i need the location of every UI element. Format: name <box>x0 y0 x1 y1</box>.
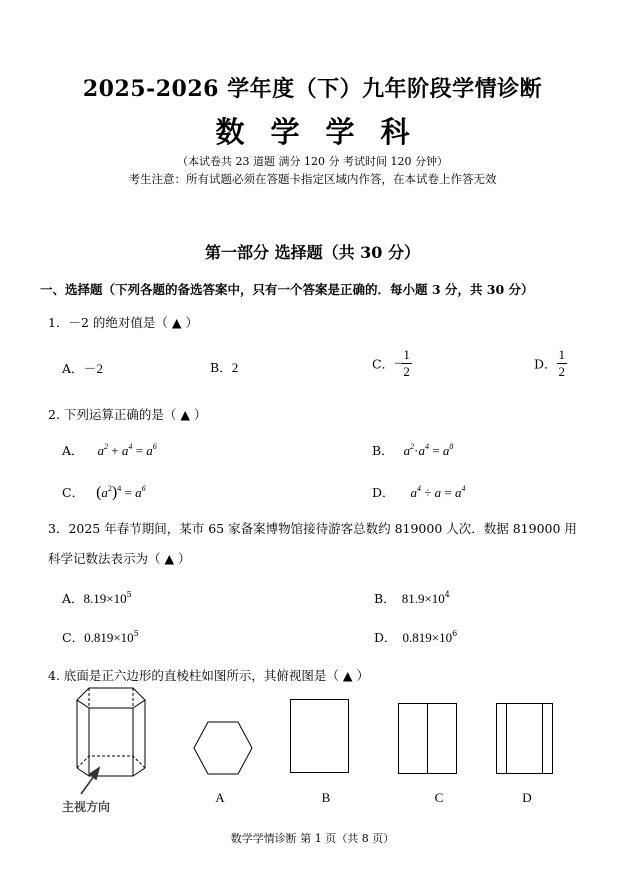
choice-d-label: D <box>522 790 532 805</box>
fraction-numerator: 1 <box>403 347 410 362</box>
option-value: 2 <box>231 360 239 375</box>
prism-hidden-bottom <box>77 756 145 768</box>
part-title: 第一部分 选择题（共 30 分） <box>205 243 420 262</box>
term: a <box>410 485 418 500</box>
option-label: A． <box>62 361 84 376</box>
option-label: D． <box>372 485 395 500</box>
page-footer: 数学学情诊断 第 1 页（共 8 页） <box>230 832 395 845</box>
exponent: 2 <box>107 484 112 493</box>
fraction-denominator: 2 <box>558 364 566 379</box>
q2-option-a <box>62 441 157 459</box>
option-value: －2 <box>83 361 104 376</box>
fraction <box>401 347 412 380</box>
rectangle-shape <box>291 700 349 773</box>
choice-b-label: B <box>321 790 331 805</box>
fraction <box>557 347 568 380</box>
option-label: D． <box>534 356 557 372</box>
choice-d-three-panel-rectangle <box>496 703 556 775</box>
exponent: 5 <box>133 629 139 638</box>
q2-option-d <box>372 483 466 501</box>
exponent: 6 <box>152 442 157 451</box>
choice-c-label: C <box>434 790 444 805</box>
choice-a-hexagon <box>193 721 253 775</box>
question-4-stem: 4. 底面是正六边形的直棱柱如图所示，其俯视图是（ ▲ ） <box>48 668 369 683</box>
option-label: C． <box>62 630 85 645</box>
hexagonal-prism-figure <box>75 686 165 796</box>
outer-exponent: 4 <box>117 484 122 493</box>
term: a <box>442 443 450 458</box>
equals: = <box>429 443 443 458</box>
q1-option-d <box>534 347 567 380</box>
mantissa: 81.9×10 <box>401 591 445 606</box>
exponent: 8 <box>449 442 454 451</box>
q3-option-d <box>374 628 457 646</box>
option-sign: − <box>394 355 402 371</box>
close-paren: ) <box>111 484 118 501</box>
choice-a-label: A <box>215 790 225 805</box>
exam-info: （本试卷共 23 道题 满分 120 分 考试时间 120 分钟） <box>177 155 448 168</box>
term: a <box>97 443 105 458</box>
q1-option-c <box>372 347 412 380</box>
operator: ÷ <box>421 485 435 500</box>
question-1-stem: 1．－2 的绝对值是（ ▲ ） <box>48 315 198 330</box>
exponent: 6 <box>141 484 146 493</box>
exponent: 6 <box>452 629 458 638</box>
term: a <box>455 485 462 500</box>
option-label: A． <box>62 443 84 458</box>
question-3-stem-line2: 科学记数法表示为（ ▲ ） <box>48 551 191 566</box>
question-3-stem-line1: 3．2025 年春节期间，某市 65 家备案博物馆接待游客总数约 819000 人次．数据 819000 用 <box>48 521 577 536</box>
q3-option-c <box>62 628 139 646</box>
q3-option-b <box>374 589 450 607</box>
option-label: C． <box>372 356 395 372</box>
option-label: C． <box>62 485 85 500</box>
term: a <box>146 443 153 458</box>
section-heading: 一、选择题（下列各题的备选答案中，只有一个答案是正确的．每小题 3 分，共 30 分） <box>40 282 534 297</box>
q2-option-b <box>372 441 453 459</box>
open-paren: ( <box>96 484 102 501</box>
exponent: 4 <box>417 484 422 493</box>
option-label: B． <box>210 360 232 375</box>
q1-option-b <box>210 358 238 376</box>
question-2-stem: 2. 下列运算正确的是（ ▲ ） <box>48 407 207 422</box>
option-label: B． <box>372 443 394 458</box>
choice-b-rectangle <box>290 699 350 774</box>
term: a <box>135 485 142 500</box>
choice-c-split-rectangle <box>398 703 458 775</box>
exam-notice: 考生注意：所有试题必须在答题卡指定区域内作答，在本试卷上作答无效 <box>128 172 497 186</box>
mantissa: 8.19×10 <box>83 591 127 606</box>
exam-title: 2025-2026 学年度（下）九年阶段学情诊断 <box>82 76 543 102</box>
fraction-denominator: 2 <box>403 364 410 379</box>
equals: = <box>121 485 136 500</box>
term: a <box>434 485 442 500</box>
mantissa: 0.819×10 <box>84 630 134 645</box>
exponent: 5 <box>126 590 132 599</box>
exponent: 4 <box>461 484 466 493</box>
exponent: 2 <box>410 442 415 451</box>
term: a <box>101 485 108 500</box>
subject-title: 数学学科 <box>215 115 436 149</box>
view-arrow-head <box>90 768 99 779</box>
option-label: D． <box>374 630 397 645</box>
rectangle-shape <box>497 704 553 774</box>
mantissa: 0.819×10 <box>402 630 453 645</box>
term: a <box>418 443 426 458</box>
exponent: 4 <box>444 590 450 599</box>
prism-bottom-edge <box>77 768 145 776</box>
term: a <box>121 443 129 458</box>
hexagon-shape <box>194 722 252 774</box>
fraction-numerator: 1 <box>558 347 566 362</box>
prism-top-face <box>77 688 145 708</box>
q1-option-a <box>62 358 103 377</box>
q2-option-c <box>62 483 146 502</box>
option-label: B． <box>374 591 396 606</box>
operator: + <box>108 443 122 458</box>
exponent: 4 <box>425 442 430 451</box>
q3-option-a <box>62 589 132 607</box>
exponent: 4 <box>128 442 133 451</box>
operator: · <box>414 443 419 458</box>
view-direction-caption: 主视方向 <box>62 800 111 814</box>
term: a <box>403 443 411 458</box>
equals: = <box>132 443 147 458</box>
option-label: A． <box>62 591 84 606</box>
exponent: 2 <box>104 442 109 451</box>
equals: = <box>441 485 455 500</box>
